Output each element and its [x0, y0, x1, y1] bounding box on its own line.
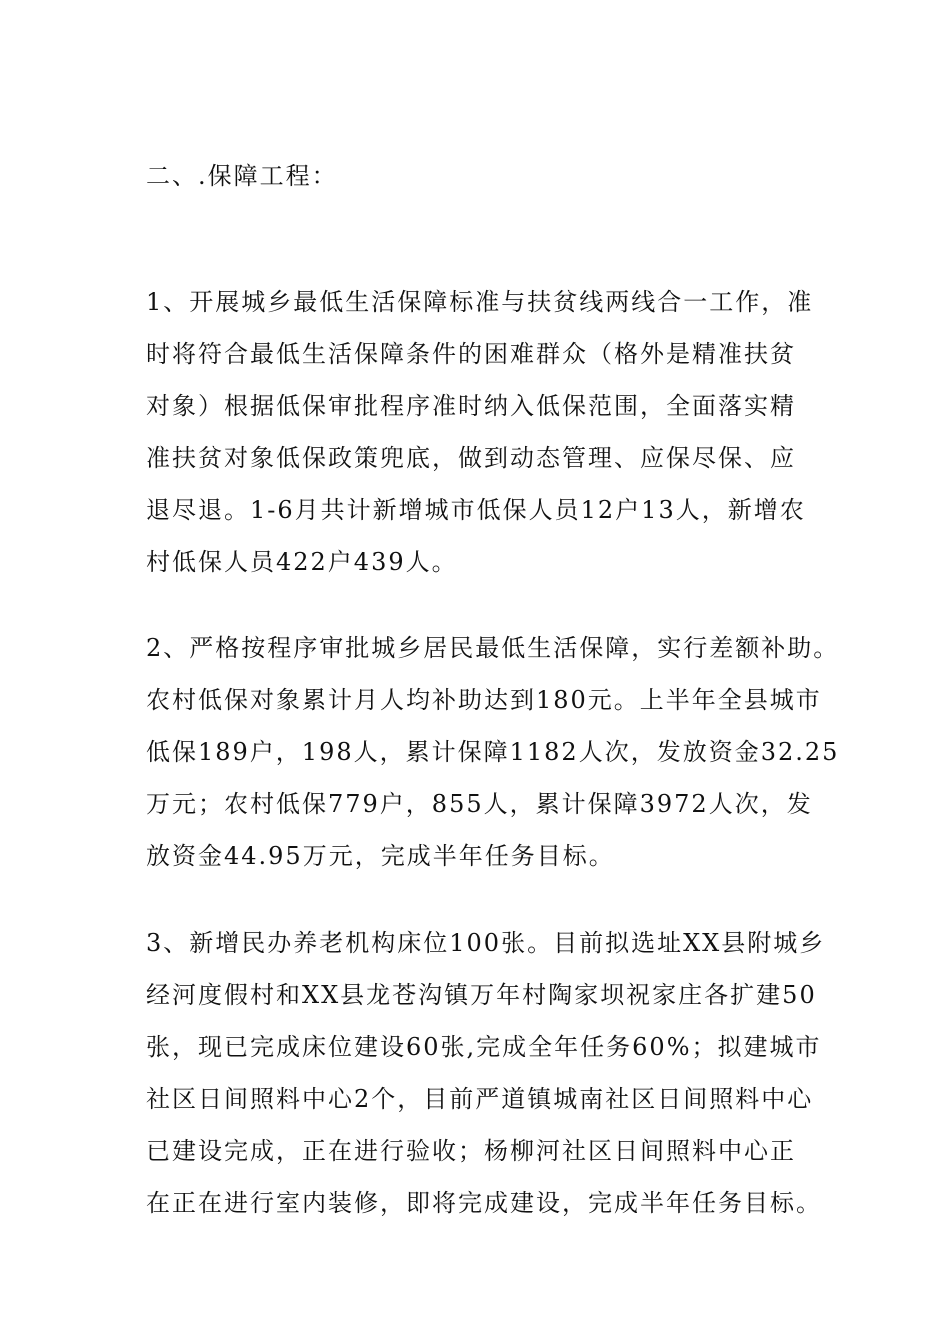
paragraph-2 [146, 622, 840, 882]
paragraph-line: 1、开展城乡最低生活保障标准与扶贫线两线合一工作，准 [146, 288, 814, 316]
paragraph-line: 村低保人员422户439人。 [146, 548, 458, 576]
paragraph-line: 准扶贫对象低保政策兜底，做到动态管理、应保尽保、应 [146, 444, 796, 472]
paragraph-line: 放资金44.95万元，完成半年任务目标。 [146, 842, 615, 870]
heading-text: 二、.保障工程： [146, 162, 338, 190]
paragraph-line: 对象）根据低保审批程序准时纳入低保范围，全面落实精 [146, 392, 796, 420]
paragraph-line: 张，现已完成床位建设60张,完成全年任务60%；拟建城市 [146, 1033, 822, 1061]
paragraph-line: 社区日间照料中心2个，目前严道镇城南社区日间照料中心 [146, 1085, 814, 1113]
paragraph-line: 已建设完成，正在进行验收；杨柳河社区日间照料中心正 [146, 1137, 796, 1165]
paragraph-line: 退尽退。1-6月共计新增城市低保人员12户13人，新增农 [146, 496, 806, 524]
paragraph-line: 3、新增民办养老机构床位100张。目前拟选址XX县附城乡 [146, 929, 826, 957]
paragraph-line: 万元；农村低保779户，855人，累计保障3972人次，发 [146, 790, 813, 818]
paragraph-line: 低保189户，198人，累计保障1182人次，发放资金32.25 [146, 738, 840, 766]
paragraph-1 [146, 276, 816, 588]
paragraph-line: 2、严格按程序审批城乡居民最低生活保障，实行差额补助。 [146, 634, 840, 662]
paragraph-line: 农村低保对象累计月人均补助达到180元。上半年全县城市 [146, 686, 822, 714]
paragraph-line: 经河度假村和XX县龙苍沟镇万年村陶家坝祝家庄各扩建50 [146, 981, 817, 1009]
section-heading [146, 150, 816, 202]
paragraph-3 [146, 917, 826, 1229]
paragraph-line: 在正在进行室内装修，即将完成建设，完成半年任务目标。 [146, 1189, 822, 1217]
paragraph-line: 时将符合最低生活保障条件的困难群众（格外是精准扶贫 [146, 340, 796, 368]
